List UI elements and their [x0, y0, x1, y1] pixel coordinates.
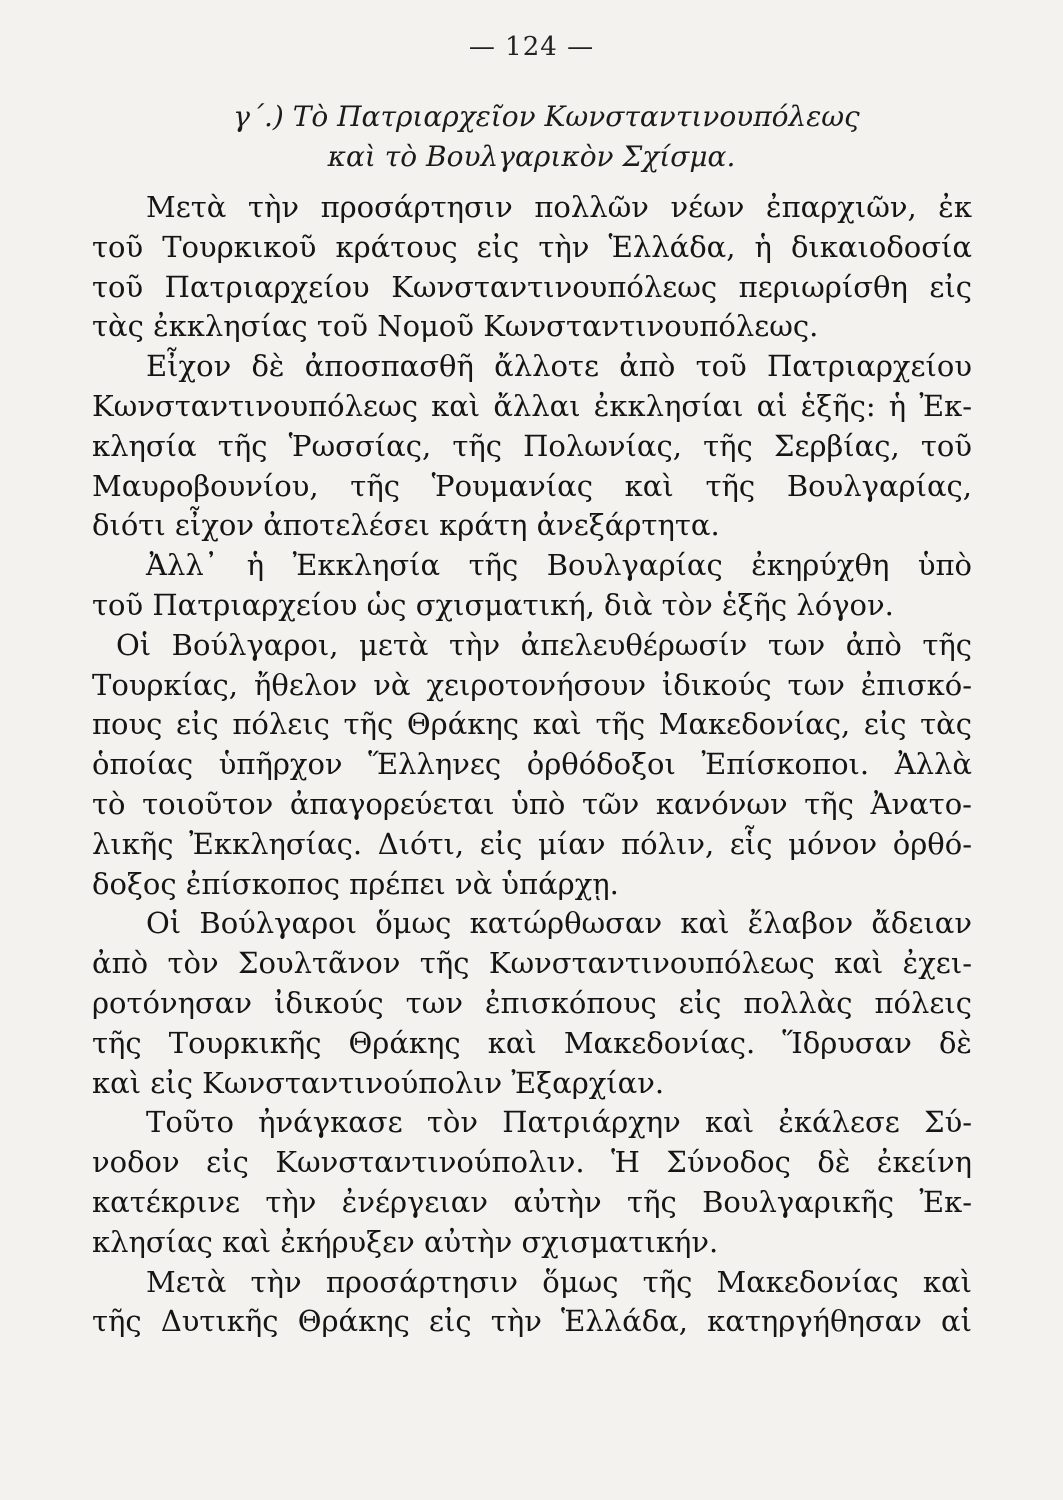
text-line: τὸ τοιοῦτον ἀπαγορεύεται ὑπὸ τῶν κανόνων τῆς Ἀνατο-	[92, 786, 972, 821]
section-heading-line-2: καὶ τὸ Βουλγαρικὸν Σχίσμα.	[327, 140, 736, 173]
page-number: — 124 —	[468, 32, 595, 62]
text-line: τὰς ἐκκλησίας τοῦ Νομοῦ Κωνσταντινουπόλεως.	[92, 309, 819, 344]
text-line: λικῆς Ἐκκλησίας. Διότι, εἰς μίαν πόλιν, εἷς μόνον ὀρθό-	[92, 826, 972, 861]
text-line: τῆς Τουρκικῆς Θράκης καὶ Μακεδονίας. Ἵδρυσαν δὲ	[92, 1025, 972, 1060]
text-line: τοῦ Πατριαρχείου Κωνσταντινουπόλεως περιωρίσθη εἰς	[92, 269, 972, 304]
text-line: ἀπὸ τὸν Σουλτᾶνον τῆς Κωνσταντινουπόλεως καὶ ἐχει-	[92, 946, 972, 981]
text-line: Τουρκίας, ἤθελον νὰ χειροτονήσουν ἰδικούς των ἐπισκό-	[92, 667, 972, 702]
text-line: πους εἰς πόλεις τῆς Θράκης καὶ τῆς Μακεδονίας, εἰς τὰς	[92, 707, 972, 742]
text-line: Μετὰ τὴν προσάρτησιν πολλῶν νέων ἐπαρχιῶν, ἐκ	[146, 190, 972, 224]
text-line: δοξος ἐπίσκοπος πρέπει νὰ ὑπάρχῃ.	[92, 866, 619, 901]
text-line: κλησίας καὶ ἐκήρυξεν αὐτὴν σχισματικήν.	[92, 1224, 719, 1259]
text-line: Κωνσταντινουπόλεως καὶ ἄλλαι ἐκκλησίαι αἱ ἑξῆς: ἡ Ἐκ-	[92, 388, 972, 423]
text-line: τοῦ Πατριαρχείου ὡς σχισματική, διὰ τὸν ἑξῆς λόγον.	[92, 587, 894, 622]
text-line: κατέκρινε τὴν ἐνέργειαν αὐτὴν τῆς Βουλγαρικῆς Ἐκ-	[92, 1184, 972, 1219]
text-line: καὶ εἰς Κωνσταντινούπολιν Ἐξαρχίαν.	[92, 1065, 665, 1100]
text-line: νοδον εἰς Κωνσταντινούπολιν. Ἡ Σύνοδος δὲ ἐκείνη	[92, 1145, 972, 1180]
text-line: ὁποίας ὑπῆρχον Ἕλληνες ὀρθόδοξοι Ἐπίσκοποι. Ἀλλὰ	[92, 747, 972, 782]
section-heading-line-1: γ΄.) Τὸ Πατριαρχεῖον Κωνσταντινουπόλεως	[233, 100, 860, 133]
text-line: διότι εἶχον ἀποτελέσει κράτη ἀνεξάρτητα.	[92, 508, 720, 543]
text-line: Ἀλλ᾽ ἡ Ἐκκλησία τῆς Βουλγαρίας ἐκηρύχθη ὑπὸ	[146, 548, 972, 583]
text-line: Μετὰ τὴν προσάρτησιν ὅμως τῆς Μακεδονίας καὶ	[146, 1264, 972, 1299]
text-line: κλησία τῆς Ῥωσσίας, τῆς Πολωνίας, τῆς Σερβίας, τοῦ	[92, 428, 972, 463]
text-line: τῆς Δυτικῆς Θράκης εἰς τὴν Ἑλλάδα, κατηργήθησαν αἱ	[92, 1304, 972, 1339]
text-line: Οἱ Βούλγαροι ὅμως κατώρθωσαν καὶ ἔλαβον ἄδειαν	[146, 906, 972, 941]
text-line: Μαυροβουνίου, τῆς Ῥουμανίας καὶ τῆς Βουλγαρίας,	[92, 468, 972, 503]
text-line: Τοῦτο ἠνάγκασε τὸν Πατριάρχην καὶ ἐκάλεσε Σύ-	[146, 1105, 972, 1140]
text-line: Οἱ Βούλγαροι, μετὰ τὴν ἀπελευθέρωσίν των ἀπὸ τῆς	[116, 627, 972, 662]
text-line: Εἶχον δὲ ἀποσπασθῆ ἄλλοτε ἀπὸ τοῦ Πατριαρχείου	[146, 349, 972, 384]
text-line: τοῦ Τουρκικοῦ κράτους εἰς τὴν Ἑλλάδα, ἡ δικαιοδοσία	[92, 229, 972, 264]
body-text	[92, 188, 972, 1342]
text-line: ροτόνησαν ἰδικούς των ἐπισκόπους εἰς πολλὰς πόλεις	[92, 985, 972, 1020]
